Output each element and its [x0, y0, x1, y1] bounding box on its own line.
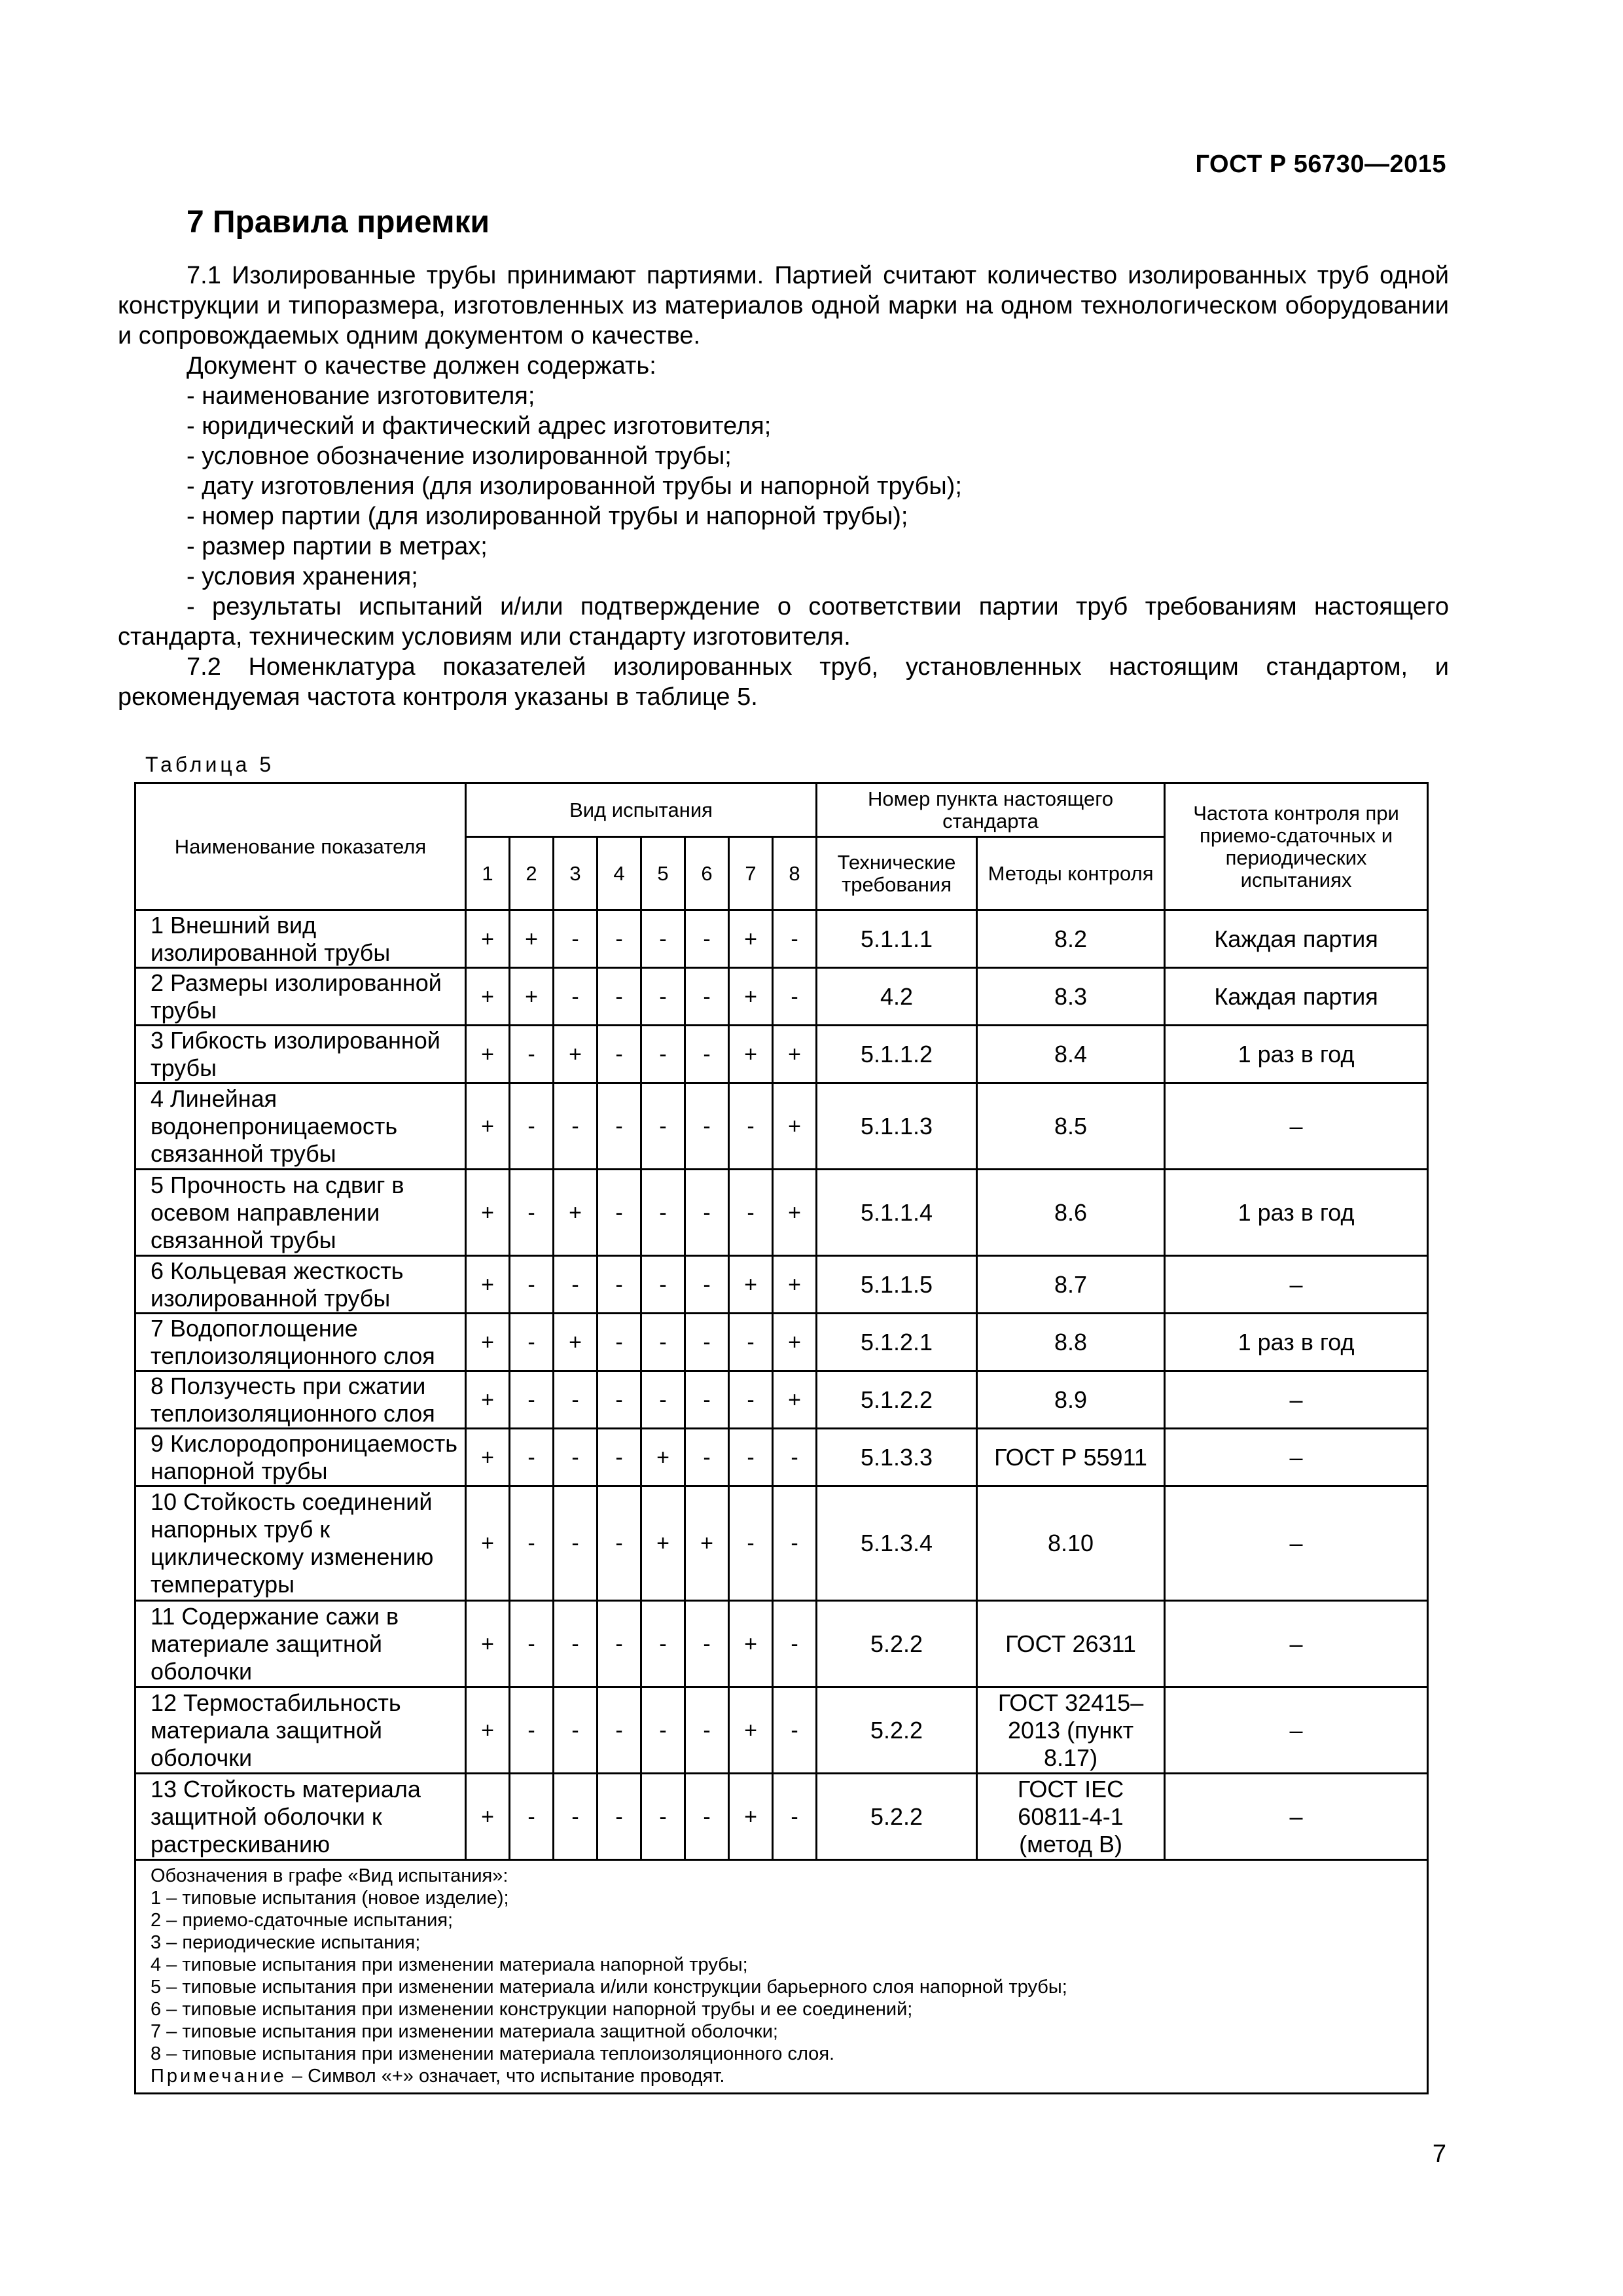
test-mark: + [466, 1774, 510, 1860]
test-mark: - [685, 968, 729, 1026]
header-test-number: 5 [641, 837, 685, 910]
tech-requirement: 5.2.2 [817, 1774, 977, 1860]
test-mark: - [773, 1687, 817, 1774]
notes-item: 1 – типовые испытания (новое изделие); [151, 1888, 509, 1909]
list-item: - условное обозначение изолированной трубы; [187, 442, 732, 470]
test-mark: - [729, 1170, 773, 1256]
control-frequency: – [1165, 1774, 1428, 1860]
control-method: 8.3 [977, 968, 1165, 1026]
test-mark: - [597, 1256, 641, 1314]
test-mark: - [685, 1256, 729, 1314]
control-method: ГОСТ Р 55911 [977, 1429, 1165, 1486]
control-method: 8.6 [977, 1170, 1165, 1256]
test-mark: - [685, 1314, 729, 1371]
control-frequency: Каждая партия [1165, 968, 1428, 1026]
test-mark: + [466, 1083, 510, 1170]
test-mark: + [466, 1170, 510, 1256]
control-method: ГОСТ 32415–2013 (пункт 8.17) [977, 1687, 1165, 1774]
notes-item: 3 – периодические испытания; [151, 1932, 421, 1953]
control-method: ГОСТ 26311 [977, 1601, 1165, 1687]
test-mark: + [729, 1601, 773, 1687]
header-name: Наименование показателя [135, 783, 466, 910]
quality-doc-intro: Документ о качестве должен содержать: [187, 352, 656, 380]
control-method: 8.8 [977, 1314, 1165, 1371]
test-mark: - [773, 1486, 817, 1601]
header-test-number: 6 [685, 837, 729, 910]
control-frequency: 1 раз в год [1165, 1314, 1428, 1371]
control-method: 8.10 [977, 1486, 1165, 1601]
header-test-number: 3 [554, 837, 597, 910]
header-clause: Номер пункта настоящего стандарта [817, 783, 1165, 837]
tech-requirement: 5.1.3.4 [817, 1486, 977, 1601]
page-number: 7 [1432, 2140, 1446, 2168]
test-mark: - [641, 910, 685, 968]
test-mark: + [466, 968, 510, 1026]
test-mark: - [597, 1314, 641, 1371]
test-mark: + [773, 1371, 817, 1429]
indicator-name: 2 Размеры изолированной трубы [135, 968, 466, 1026]
test-mark: - [641, 1083, 685, 1170]
test-mark: - [554, 1486, 597, 1601]
test-mark: + [729, 1687, 773, 1774]
list-item: - наименование изготовителя; [187, 382, 535, 410]
test-mark: + [466, 1486, 510, 1601]
test-mark: - [729, 1314, 773, 1371]
section-title: 7 Правила приемки [187, 205, 490, 240]
test-mark: - [773, 1429, 817, 1486]
test-mark: - [641, 1314, 685, 1371]
list-item: - номер партии (для изолированной трубы и напорной трубы); [187, 503, 908, 530]
test-mark: - [729, 1486, 773, 1601]
test-mark: - [685, 1026, 729, 1083]
test-mark: - [510, 1256, 554, 1314]
test-mark: - [554, 1687, 597, 1774]
test-mark: - [729, 1429, 773, 1486]
test-mark: + [466, 1429, 510, 1486]
test-mark: - [554, 910, 597, 968]
test-mark: + [685, 1486, 729, 1601]
test-mark: + [773, 1026, 817, 1083]
test-mark: + [466, 1371, 510, 1429]
test-mark: + [510, 968, 554, 1026]
tech-requirement: 5.2.2 [817, 1687, 977, 1774]
test-mark: - [597, 1083, 641, 1170]
notes-remark [151, 2065, 1412, 2087]
notes-title: Обозначения в графе «Вид испытания»: [151, 1865, 508, 1886]
table-row [135, 968, 1428, 1026]
tech-requirement: 5.1.1.1 [817, 910, 977, 968]
list-item: - условия хранения; [187, 563, 418, 590]
control-frequency: – [1165, 1687, 1428, 1774]
control-frequency: – [1165, 1429, 1428, 1486]
control-frequency: 1 раз в год [1165, 1170, 1428, 1256]
test-mark: + [641, 1429, 685, 1486]
test-mark: - [510, 1371, 554, 1429]
test-mark: - [685, 1429, 729, 1486]
test-mark: - [554, 1371, 597, 1429]
indicator-name: 4 Линейная водонепроницаемость связанной трубы [135, 1083, 466, 1170]
test-mark: - [641, 968, 685, 1026]
test-mark: - [773, 1774, 817, 1860]
header-tech-requirements: Технические требования [817, 837, 977, 910]
test-mark: + [773, 1083, 817, 1170]
test-mark: + [466, 1601, 510, 1687]
test-mark: - [685, 1601, 729, 1687]
test-mark: + [773, 1170, 817, 1256]
table-caption: Таблица 5 [145, 753, 275, 776]
test-mark: + [466, 910, 510, 968]
tech-requirement: 5.1.1.4 [817, 1170, 977, 1256]
test-mark: + [773, 1256, 817, 1314]
table-row [135, 1486, 1428, 1601]
test-mark: - [554, 1601, 597, 1687]
header-frequency: Частота контроля при приемо-сдаточных и периодических испытаниях [1165, 783, 1428, 910]
test-mark: - [729, 1083, 773, 1170]
test-mark: - [597, 1687, 641, 1774]
indicator-name: 6 Кольцевая жесткость изолированной трубы [135, 1256, 466, 1314]
tech-requirement: 5.1.1.3 [817, 1083, 977, 1170]
test-mark: + [554, 1170, 597, 1256]
test-mark: + [466, 1314, 510, 1371]
indicator-name: 11 Содержание сажи в материале защитной оболочки [135, 1601, 466, 1687]
header-test-number: 4 [597, 837, 641, 910]
tech-requirement: 5.2.2 [817, 1601, 977, 1687]
tech-requirement: 5.1.1.2 [817, 1026, 977, 1083]
table-row [135, 1774, 1428, 1860]
test-mark: + [554, 1026, 597, 1083]
header-test-type: Вид испытания [466, 783, 817, 837]
table-row [135, 1170, 1428, 1256]
test-mark: - [685, 910, 729, 968]
test-mark: - [641, 1026, 685, 1083]
test-mark: - [729, 1371, 773, 1429]
test-mark: - [510, 1486, 554, 1601]
test-mark: - [510, 1314, 554, 1371]
test-mark: + [729, 1256, 773, 1314]
tech-requirement: 5.1.3.3 [817, 1429, 977, 1486]
notes-item: 4 – типовые испытания при изменении материала напорной трубы; [151, 1954, 748, 1975]
test-mark: - [510, 1170, 554, 1256]
table-row [135, 1083, 1428, 1170]
test-mark: - [510, 1687, 554, 1774]
paragraph-7-1: 7.1 Изолированные трубы принимают партиями. Партией считают количество изолированных труб одной конструкции и типоразмера, изготовленных из материалов одной марки на одном технологическом оборудовании и сопровождаемых одним документом о качестве. [118, 262, 1449, 350]
test-mark: - [597, 1774, 641, 1860]
header-test-number: 2 [510, 837, 554, 910]
indicator-name: 9 Кислородопроницаемость напорной трубы [135, 1429, 466, 1486]
test-mark: - [685, 1170, 729, 1256]
control-frequency: Каждая партия [1165, 910, 1428, 968]
list-item: - дату изготовления (для изолированной трубы и напорной трубы); [187, 473, 962, 500]
test-mark: - [641, 1687, 685, 1774]
test-mark: - [773, 1601, 817, 1687]
tech-requirement: 5.1.2.1 [817, 1314, 977, 1371]
test-mark: - [510, 1083, 554, 1170]
notes-item: 5 – типовые испытания при изменении материала и/или конструкции барьерного слоя напорной трубы; [151, 1977, 1067, 1998]
table-row [135, 910, 1428, 968]
test-mark: - [685, 1083, 729, 1170]
notes-item: 8 – типовые испытания при изменении материала теплоизоляционного слоя. [151, 2043, 835, 2064]
list-item: - результаты испытаний и/или подтверждение о соответствии партии труб требованиям настоящего стандарта, техническим условиям или стандарту изготовителя. [118, 593, 1449, 651]
test-mark: - [554, 1429, 597, 1486]
control-frequency: – [1165, 1256, 1428, 1314]
table-notes [135, 1860, 1428, 2094]
indicator-name: 3 Гибкость изолированной трубы [135, 1026, 466, 1083]
test-mark: - [554, 1774, 597, 1860]
remark-text: – Символ «+» означает, что испытание проводят. [286, 2066, 725, 2087]
test-mark: - [597, 910, 641, 968]
test-mark: - [685, 1371, 729, 1429]
control-method: 8.5 [977, 1083, 1165, 1170]
table-row [135, 1601, 1428, 1687]
indicator-name: 12 Термостабильность материала защитной оболочки [135, 1687, 466, 1774]
table-row [135, 1026, 1428, 1083]
test-mark: - [641, 1371, 685, 1429]
list-item: - размер партии в метрах; [187, 533, 488, 560]
control-method: 8.7 [977, 1256, 1165, 1314]
test-mark: + [554, 1314, 597, 1371]
test-mark: - [597, 1429, 641, 1486]
test-mark: - [510, 1429, 554, 1486]
test-mark: - [773, 910, 817, 968]
test-mark: - [641, 1170, 685, 1256]
test-mark: + [773, 1314, 817, 1371]
indicators-table [134, 782, 1429, 2094]
notes-item: 2 – приемо-сдаточные испытания; [151, 1910, 454, 1931]
table-header [135, 783, 1428, 910]
header-test-number: 8 [773, 837, 817, 910]
test-mark: - [685, 1774, 729, 1860]
indicator-name: 1 Внешний вид изолированной трубы [135, 910, 466, 968]
test-mark: + [466, 1687, 510, 1774]
control-method: 8.2 [977, 910, 1165, 968]
test-mark: - [554, 968, 597, 1026]
test-mark: - [554, 1256, 597, 1314]
test-mark: + [510, 910, 554, 968]
test-mark: - [685, 1687, 729, 1774]
tech-requirement: 5.1.1.5 [817, 1256, 977, 1314]
control-frequency: – [1165, 1486, 1428, 1601]
control-method: 8.4 [977, 1026, 1165, 1083]
test-mark: + [466, 1256, 510, 1314]
control-frequency: – [1165, 1371, 1428, 1429]
paragraph-7-2: 7.2 Номенклатура показателей изолированных труб, установленных настоящим стандартом, и рекомендуемая частота контроля указаны в таблице 5. [118, 653, 1449, 711]
test-mark: - [554, 1083, 597, 1170]
control-frequency: – [1165, 1083, 1428, 1170]
test-mark: - [641, 1256, 685, 1314]
test-mark: - [510, 1774, 554, 1860]
control-frequency: – [1165, 1601, 1428, 1687]
table-row [135, 1429, 1428, 1486]
tech-requirement: 4.2 [817, 968, 977, 1026]
indicator-name: 8 Ползучесть при сжатии теплоизоляционного слоя [135, 1371, 466, 1429]
header-test-number: 7 [729, 837, 773, 910]
notes-item: 6 – типовые испытания при изменении конструкции напорной трубы и ее соединений; [151, 1999, 913, 2020]
table-body [135, 910, 1428, 1860]
test-mark: + [729, 1026, 773, 1083]
body-text [118, 260, 1449, 712]
test-mark: - [597, 1170, 641, 1256]
quality-doc-list [118, 381, 1449, 652]
test-mark: + [729, 910, 773, 968]
test-mark: - [773, 968, 817, 1026]
test-mark: + [641, 1486, 685, 1601]
test-mark: - [597, 1601, 641, 1687]
test-mark: - [510, 1601, 554, 1687]
indicator-name: 10 Стойкость соединений напорных труб к циклическому изменению температуры [135, 1486, 466, 1601]
control-frequency: 1 раз в год [1165, 1026, 1428, 1083]
tech-requirement: 5.1.2.2 [817, 1371, 977, 1429]
test-mark: - [641, 1774, 685, 1860]
remark-label: Примечание [151, 2066, 287, 2087]
test-mark: - [597, 1371, 641, 1429]
document-code: ГОСТ Р 56730—2015 [1195, 151, 1446, 178]
test-mark: - [641, 1601, 685, 1687]
notes-item: 7 – типовые испытания при изменении материала защитной оболочки; [151, 2021, 778, 2042]
test-mark: + [729, 1774, 773, 1860]
indicator-name: 7 Водопоглощение теплоизоляционного слоя [135, 1314, 466, 1371]
header-control-methods: Методы контроля [977, 837, 1165, 910]
test-mark: + [729, 968, 773, 1026]
indicator-name: 13 Стойкость материала защитной оболочки к растрескиванию [135, 1774, 466, 1860]
table-row [135, 1687, 1428, 1774]
test-mark: - [597, 1026, 641, 1083]
control-method: ГОСТ IEC 60811-4-1 (метод B) [977, 1774, 1165, 1860]
test-mark: - [597, 968, 641, 1026]
test-mark: - [510, 1026, 554, 1083]
table-row [135, 1314, 1428, 1371]
header-test-number: 1 [466, 837, 510, 910]
table-row [135, 1256, 1428, 1314]
list-item: - юридический и фактический адрес изготовителя; [187, 412, 772, 440]
test-mark: - [597, 1486, 641, 1601]
table-row [135, 1371, 1428, 1429]
indicator-name: 5 Прочность на сдвиг в осевом направлении связанной трубы [135, 1170, 466, 1256]
test-mark: + [466, 1026, 510, 1083]
control-method: 8.9 [977, 1371, 1165, 1429]
